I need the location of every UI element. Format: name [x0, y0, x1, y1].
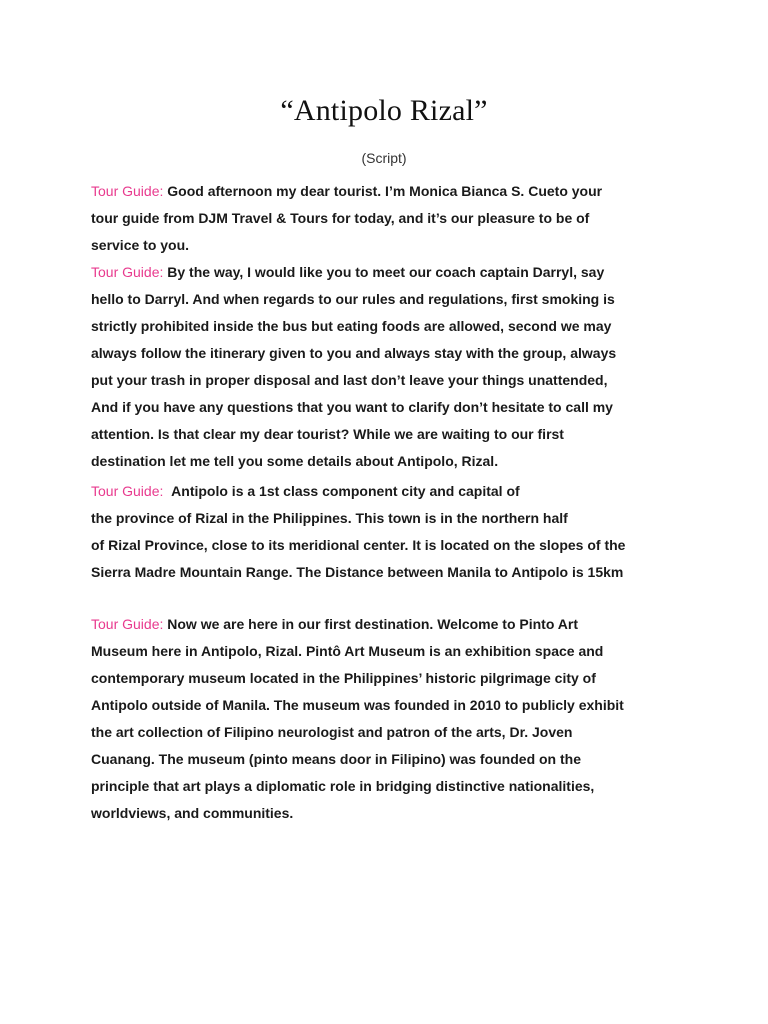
paragraph-line: [91, 178, 691, 205]
paragraph-line: attention. Is that clear my dear tourist? While we are waiting to our first: [91, 426, 564, 442]
paragraph-line: destination let me tell you some details about Antipolo, Rizal.: [91, 453, 499, 469]
speaker-label: Tour Guide:: [91, 616, 164, 632]
paragraph-line: always follow the itinerary given to you and always stay with the group, always: [91, 345, 617, 361]
script-paragraph-1: [91, 178, 691, 259]
document-subtitle: (Script): [361, 150, 407, 166]
paragraph-line: strictly prohibited inside the bus but eating foods are allowed, second we may: [91, 318, 612, 334]
paragraph-line: hello to Darryl. And when regards to our rules and regulations, first smoking is: [91, 291, 615, 307]
paragraph-line: tour guide from DJM Travel & Tours for today, and it’s our pleasure to be of: [91, 210, 590, 226]
line-text: Now we are here in our first destination. Welcome to Pinto Art: [167, 616, 578, 632]
paragraph-line: Antipolo outside of Manila. The museum was founded in 2010 to publicly exhibit: [91, 697, 624, 713]
paragraph-line: put your trash in proper disposal and last don’t leave your things unattended,: [91, 372, 608, 388]
paragraph-line: Cuanang. The museum (pinto means door in Filipino) was founded on the: [91, 751, 581, 767]
paragraph-line: contemporary museum located in the Philippines’ historic pilgrimage city of: [91, 670, 596, 686]
script-paragraph-2: [91, 259, 691, 475]
paragraph-line: principle that art plays a diplomatic role in bridging distinctive nationalities,: [91, 778, 595, 794]
paragraph-line: service to you.: [91, 237, 190, 253]
paragraph-line: And if you have any questions that you want to clarify don’t hesitate to call my: [91, 399, 613, 415]
script-paragraph-4: [91, 611, 691, 827]
line-text: Good afternoon my dear tourist. I’m Monica Bianca S. Cueto your: [167, 183, 603, 199]
paragraph-line: the province of Rizal in the Philippines. This town is in the northern half: [91, 510, 568, 526]
paragraph-line: Sierra Madre Mountain Range. The Distance between Manila to Antipolo is 15km: [91, 564, 624, 580]
paragraph-line: Museum here in Antipolo, Rizal. Pintô Art Museum is an exhibition space and: [91, 643, 604, 659]
line-text: Antipolo is a 1st class component city and capital of: [171, 483, 520, 499]
speaker-label: Tour Guide:: [91, 183, 164, 199]
document-title: “Antipolo Rizal”: [280, 94, 488, 127]
paragraph-line: the art collection of Filipino neurologist and patron of the arts, Dr. Joven: [91, 724, 573, 740]
line-text: By the way, I would like you to meet our coach captain Darryl, say: [167, 264, 605, 280]
paragraph-line: [91, 478, 691, 505]
paragraph-line: of Rizal Province, close to its meridional center. It is located on the slopes of the: [91, 537, 626, 553]
paragraph-line: [91, 259, 691, 286]
speaker-label: Tour Guide:: [91, 483, 164, 499]
paragraph-line: worldviews, and communities.: [91, 805, 294, 821]
speaker-label: Tour Guide:: [91, 264, 164, 280]
script-paragraph-3: [91, 478, 691, 586]
paragraph-line: [91, 611, 691, 638]
